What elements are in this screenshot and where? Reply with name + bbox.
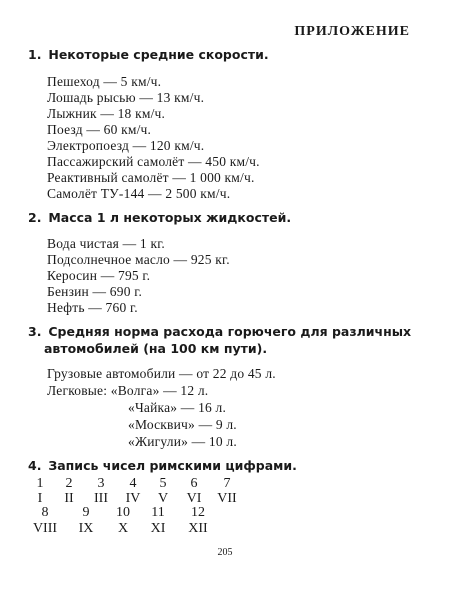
liquid-item: Бензин — 690 г. [47,284,143,299]
section-2-heading [28,209,428,226]
fuel-item: Легковые: «Волга» — 12 л. [47,383,209,398]
arabic-numeral: 8 [41,505,49,520]
roman-numeral: IV [125,491,141,506]
liquid-item: Подсолнечное масло — 925 кг. [47,252,230,267]
arabic-numeral: 3 [97,476,105,491]
roman-numeral: V [157,491,169,506]
section-title: Масса 1 л некоторых жидкостей. [48,210,292,225]
speed-item: Лошадь рысью — 13 км/ч. [47,90,205,105]
speed-item: Самолёт ТУ-144 — 2 500 км/ч. [47,186,231,201]
page-title: ПРИЛОЖЕНИЕ [294,24,410,39]
speed-item: Поезд — 60 км/ч. [47,122,152,137]
fuel-item: Грузовые автомобили — от 22 до 45 л. [47,366,276,381]
arabic-numeral: 5 [159,476,167,491]
arabic-numeral: 6 [190,476,198,491]
roman-numeral: II [64,491,74,506]
fuel-item: «Чайка» — 16 л. [128,400,227,415]
roman-numeral: III [94,491,108,506]
liquid-item: Керосин — 795 г. [47,268,151,283]
fuel-item: «Жигули» — 10 л. [128,434,237,449]
arabic-numeral: 12 [191,505,205,520]
section-3-heading [28,323,428,340]
speed-item: Пассажирский самолёт — 450 км/ч. [47,154,260,169]
arabic-numeral: 11 [151,505,165,520]
roman-numeral: I [37,491,43,506]
roman-numeral: VII [217,491,237,506]
speed-item: Электропоезд — 120 км/ч. [47,138,205,153]
section-1-heading [28,46,428,63]
arabic-numeral: 10 [116,505,130,520]
section-title: Запись чисел римскими цифрами. [48,458,297,473]
page-number: 205 [217,547,233,558]
arabic-numeral: 1 [36,476,44,491]
section-number: 3. [28,324,42,339]
section-number: 4. [28,458,42,473]
section-number: 1. [28,47,42,62]
roman-numeral: VIII [32,521,58,536]
roman-numeral: IX [78,521,94,536]
arabic-numeral: 4 [129,476,137,491]
liquid-item: Нефть — 760 г. [47,300,138,315]
fuel-item: «Москвич» — 9 л. [128,417,237,432]
speed-item: Пешеход — 5 км/ч. [47,74,162,89]
roman-numeral: VI [186,491,202,506]
roman-numeral: XI [150,521,166,536]
roman-numeral: XII [188,521,208,536]
speed-item: Лыжник — 18 км/ч. [47,106,166,121]
section-title: Некоторые средние скорости. [48,47,269,62]
arabic-numeral: 9 [82,505,90,520]
arabic-numeral: 7 [223,476,231,491]
speed-item: Реактивный самолёт — 1 000 км/ч. [47,170,255,185]
section-4-heading [28,457,428,474]
roman-numeral: X [117,521,129,536]
section-title: Средняя норма расхода горючего для различных [48,324,412,339]
arabic-numeral: 2 [65,476,73,491]
liquid-item: Вода чистая — 1 кг. [47,236,165,251]
section-number: 2. [28,210,42,225]
section-3-heading-cont: автомобилей (на 100 км пути). [44,341,268,356]
